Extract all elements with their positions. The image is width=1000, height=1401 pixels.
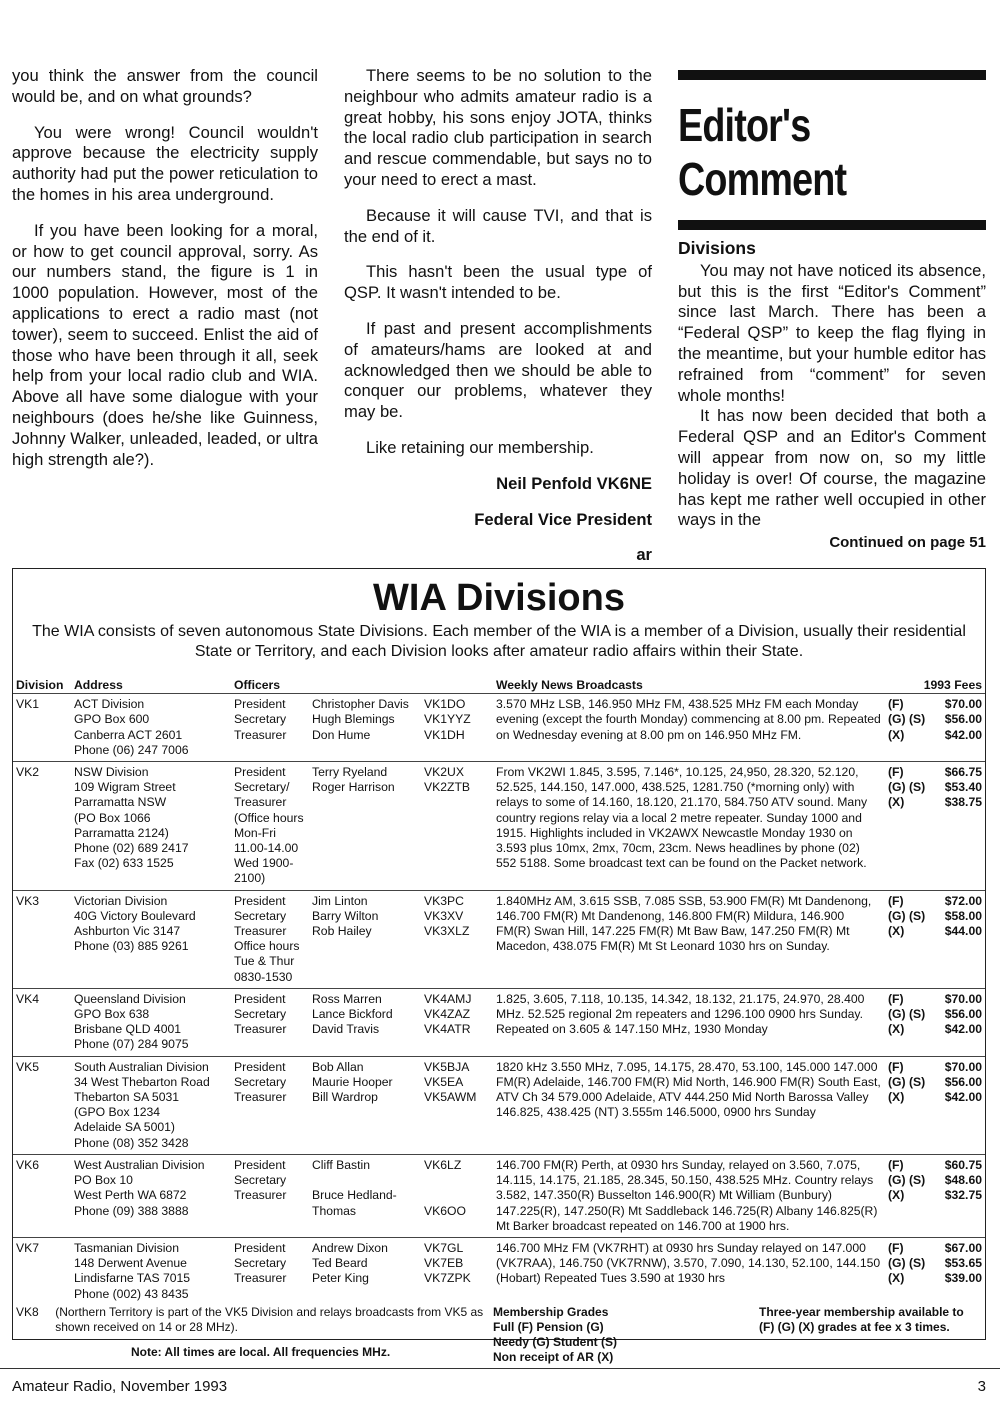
division-row <box>13 1056 985 1154</box>
grades-title: Membership Grades <box>493 1304 609 1319</box>
division-roles: President Secretary/ Treasurer (Office hours Mon-Fri 11.00-14.00 Wed 1900-2100) <box>231 762 309 891</box>
division-address: Queensland Division GPO Box 638 Brisbane QLD 4001 Phone (07) 284 9075 <box>71 988 231 1056</box>
col3-paragraph-1: You may not have noticed its absence, but this is the first “Editor's Comment” since last March. There has been a “Federal QSP” to keep the flag flying in the meantime, but your humble editor has refrained from “comment” for seven whole months! <box>678 260 986 405</box>
division-calls: VK7GL VK7EB VK7ZPK <box>421 1237 493 1304</box>
division-names: Cliff Bastin Bruce Hedland- Thomas <box>309 1154 421 1237</box>
division-row <box>13 1154 985 1237</box>
division-roles: President Secretary Treasurer <box>231 1237 309 1304</box>
division-row <box>13 1237 985 1304</box>
column-3 <box>678 66 986 554</box>
division-fees: $70.00 $56.00 $42.00 <box>933 694 985 762</box>
division-broadcast: 1.840MHz AM, 3.615 SSB, 7.085 SSB, 53.900 FM(R) Mt Dandenong, 146.700 FM(R) Mt Dandenong, 146.800 FM(R) Mildura, 146.900 FM(R) Swan Hill, 147.225 FM(R) Mt Baw Baw, 147.250 FM(R) Mt Macedon, 438.075 FM(R) Mt St Leonard 1030 hrs on Sunday. <box>493 890 885 988</box>
signature-title: Federal Vice President <box>474 509 652 529</box>
division-grades: (F) (G) (S) (X) <box>885 988 933 1056</box>
col2-paragraph-1: There seems to be no solution to the neighbour who admits amateur radio is a great hobby, his sons enjoy JOTA, thinks the local radio club participation in search and rescue commendable, but says no to your need to erect a mast. <box>344 66 652 189</box>
division-row <box>13 988 985 1056</box>
column-1 <box>12 66 318 485</box>
division-fees: $72.00 $58.00 $44.00 <box>933 890 985 988</box>
vk8-block <box>13 1305 493 1365</box>
division-calls: VK1DO VK1YYZ VK1DH <box>421 694 493 762</box>
division-address: NSW Division 109 Wigram Street Parramatta NSW (PO Box 1066 Parramatta 2124) Phone (02) 689 2417 Fax (02) 633 1525 <box>71 762 231 891</box>
division-roles: President Secretary Treasurer <box>231 694 309 762</box>
col3-paragraph-2: It has now been decided that both a Federal QSP and an Editor's Comment will appear from now on, so my little holiday is over! Of course, the magazine has kept me rather well occupied in other ways in the <box>678 406 986 530</box>
division-fees: $60.75 $48.60 $32.75 <box>933 1154 985 1237</box>
division-address: Tasmanian Division 148 Derwent Avenue Lindisfarne TAS 7015 Phone (002) 43 8435 <box>71 1237 231 1304</box>
footer-publication: Amateur Radio, November 1993 <box>12 1378 228 1395</box>
division-grades: (F) (G) (S) (X) <box>885 890 933 988</box>
division-grades: (F) (G) (S) (X) <box>885 1154 933 1237</box>
grades-block <box>493 1305 759 1365</box>
continued-note: Continued on page 51 <box>829 534 986 552</box>
header-address: Address <box>74 678 123 692</box>
title-line-2: Comment <box>678 153 847 205</box>
box-intro: The WIA consists of seven autonomous State Divisions. Each member of the WIA is a member of a Division, usually their residential State or Territory, and each Division looks after amateur radio affairs within their State. <box>32 623 966 660</box>
header-officers: Officers <box>234 678 281 692</box>
division-broadcast: 3.570 MHz LSB, 146.950 MHz FM, 438.525 MHz FM each Monday evening (except the fourth Monday) commencing at 8.00 pm. Repeated on Wednesday evening at 8.00 pm on 146.950 MHz FM. <box>493 694 885 762</box>
division-roles: President Secretary Treasurer <box>231 1154 309 1237</box>
col1-paragraph-3: If you have been looking for a moral, or how to get council approval, sorry. As our numbers stand, the figure is 1 in 1000 population. However, most of the applications to erect a radio mast (not tower), seem to succeed. Enlist the aid of those who have been through it all, seek help from your local radio club and WIA. Above all have some dialogue with your neighbours (does he/she like Guinness, Johnny Walker, unleaded, leaded, or ultra high strength ale?). <box>12 220 318 469</box>
division-grades: (F) (G) (S) (X) <box>885 1056 933 1154</box>
division-broadcast: From VK2WI 1.845, 3.595, 7.146*, 10.125, 24,950, 28.320, 52.120, 52.525, 144.150, 147.000, 438.525, 1281.750 (*morning only) with relays to some of 14.160, 18.120, 21.170, 584.750 ATV sound. Many country regions relay via a local 2 metre repeater. Sunday 1000 and 1915. Highlights included in VK2AWX Newcastle Monday 1930 on 3.593 plus 10mx, 2mx, 70cm, 23cm. News headlines by phone (02) 552 5188. Some broadcast text can be found on the Packet network. <box>493 762 885 891</box>
box-title: WIA Divisions <box>373 577 625 619</box>
col1-paragraph-2: You were wrong! Council wouldn't approve because the electricity supply authority had put the power reticulation to the homes in his area underground. <box>12 122 318 204</box>
division-grades: (F) (G) (S) (X) <box>885 1237 933 1304</box>
col2-paragraph-3: This hasn't been the usual type of QSP. It wasn't intended to be. <box>344 262 652 303</box>
division-calls: VK3PC VK3XV VK3XLZ <box>421 890 493 988</box>
division-row <box>13 694 985 762</box>
division-broadcast: 146.700 FM(R) Perth, at 0930 hrs Sunday, relayed on 3.560, 7.075, 14.115, 14.175, 21.185, 28.345, 50.150, 438.525 MHz. Country relays 3.582, 147.350(R) Busselton 146.900(R) Mt William (Bunbury) 147.225(R), 147.250(R) Mt Saddleback 146.725(R) Albany 146.825(R) Mt Barker broadcast repeated on 146.700 at 1900 hrs. <box>493 1154 885 1237</box>
division-div: VK6 <box>13 1154 71 1237</box>
division-div: VK7 <box>13 1237 71 1304</box>
header-broadcasts: Weekly News Broadcasts <box>496 678 643 692</box>
division-broadcast: 1.825, 3.605, 7.118, 10.135, 14.342, 18.132, 21.175, 24.970, 28.400 MHz. 52.525 regional 2m repeaters and 1296.100 0900 hrs Sunday. Repeated on 3.605 & 147.150 MHz, 1930 Monday <box>493 988 885 1056</box>
header-fees: 1993 Fees <box>923 678 982 692</box>
division-grades: (F) (G) (S) (X) <box>885 762 933 891</box>
three-year-note: Three-year membership available to (F) (G) (X) grades at fee x 3 times. <box>759 1304 964 1334</box>
col2-paragraph-4: If past and present accomplishments of amateurs/hams are looked at and acknowledged then we should be able to conquer our problems, whatever they may be. <box>344 318 652 422</box>
end-mark: ar <box>636 545 652 565</box>
division-broadcast: 1820 kHz 3.550 MHz, 7.095, 14.175, 28.470, 53.100, 145.000 147.000 FM(R) Adelaide, 146.700 FM(R) Mid North, 146.900 FM(R) South East, ATV Ch 34 579.000 Adelaide, ATV 444.250 Mid North Barossa Valley 146.825, 438.425 (NT) 3.555m 146.5000, 0900 hrs Sunday <box>493 1056 885 1154</box>
division-names: Terry Ryeland Roger Harrison <box>309 762 421 891</box>
division-fees: $67.00 $53.65 $39.00 <box>933 1237 985 1304</box>
division-fees: $66.75 $53.40 $38.75 <box>933 762 985 891</box>
table-header <box>13 678 985 694</box>
section-subhead: Divisions <box>678 238 756 258</box>
division-names: Andrew Dixon Ted Beard Peter King <box>309 1237 421 1304</box>
division-div: VK4 <box>13 988 71 1056</box>
division-div: VK3 <box>13 890 71 988</box>
division-names: Bob Allan Maurie Hooper Bill Wardrop <box>309 1056 421 1154</box>
divisions-table <box>13 678 985 1305</box>
signature-name: Neil Penfold VK6NE <box>496 473 652 493</box>
col2-paragraph-5: Like retaining our membership. <box>366 437 594 457</box>
division-address: South Australian Division 34 West Thebarton Road Thebarton SA 5031 (GPO Box 1234 Adelaide SA 5001) Phone (08) 352 3428 <box>71 1056 231 1154</box>
header-division: Division <box>16 678 64 692</box>
division-calls: VK4AMJ VK4ZAZ VK4ATR <box>421 988 493 1056</box>
division-fees: $70.00 $56.00 $42.00 <box>933 1056 985 1154</box>
division-roles: President Secretary Treasurer <box>231 1056 309 1154</box>
grades-text: Full (F) Pension (G) Needy (G) Student (S) Non receipt of AR (X) <box>493 1319 618 1364</box>
division-address: ACT Division GPO Box 600 Canberra ACT 2601 Phone (06) 247 7006 <box>71 694 231 762</box>
division-calls: VK5BJA VK5EA VK5AWM <box>421 1056 493 1154</box>
title-line-1: Editor's <box>678 99 811 151</box>
mid-rule <box>678 220 986 230</box>
col1-paragraph-1: you think the answer from the council would be, and on what grounds? <box>12 66 318 106</box>
division-calls: VK2UX VK2ZTB <box>421 762 493 891</box>
vk8-text: (Northern Territory is part of the VK5 Division and relays broadcasts from VK5 as shown received on 14 or 28 MHz). <box>55 1304 484 1334</box>
division-broadcast: 146.700 MHz FM (VK7RHT) at 0930 hrs Sunday relayed on 147.000 (VK7RAA), 146.750 (VK7RNW), 3.570, 7.090, 14.130, 52.100, 144.150 (Hobart) Repeated Tues 3.590 at 1930 hrs <box>493 1237 885 1304</box>
division-grades: (F) (G) (S) (X) <box>885 694 933 762</box>
division-div: VK1 <box>13 694 71 762</box>
division-fees: $70.00 $56.00 $42.00 <box>933 988 985 1056</box>
footer-rule <box>0 1368 1000 1369</box>
wia-divisions-box <box>12 568 986 1364</box>
division-address: Victorian Division 40G Victory Boulevard Ashburton Vic 3147 Phone (03) 885 9261 <box>71 890 231 988</box>
top-rule <box>678 70 986 80</box>
division-calls: VK6LZ VK6OO <box>421 1154 493 1237</box>
division-names: Ross Marren Lance Bickford David Travis <box>309 988 421 1056</box>
division-row <box>13 890 985 988</box>
division-row <box>13 762 985 891</box>
division-names: Jim Linton Barry Wilton Rob Hailey <box>309 890 421 988</box>
division-roles: President Secretary Treasurer Office hours Tue & Thur 0830-1530 <box>231 890 309 988</box>
editors-comment-title <box>678 98 931 206</box>
division-names: Christopher Davis Hugh Blemings Don Hume <box>309 694 421 762</box>
box-bottom <box>13 1305 985 1365</box>
col2-paragraph-2: Because it will cause TVI, and that is the end of it. <box>344 205 652 246</box>
column-2 <box>344 66 652 581</box>
division-div: VK2 <box>13 762 71 891</box>
note-text: Note: All times are local. All frequencies MHz. <box>131 1344 391 1359</box>
division-address: West Australian Division PO Box 10 West Perth WA 6872 Phone (09) 388 3888 <box>71 1154 231 1237</box>
page-number: 3 <box>977 1378 986 1395</box>
division-roles: President Secretary Treasurer <box>231 988 309 1056</box>
vk8-division: VK8 <box>16 1304 39 1319</box>
division-div: VK5 <box>13 1056 71 1154</box>
